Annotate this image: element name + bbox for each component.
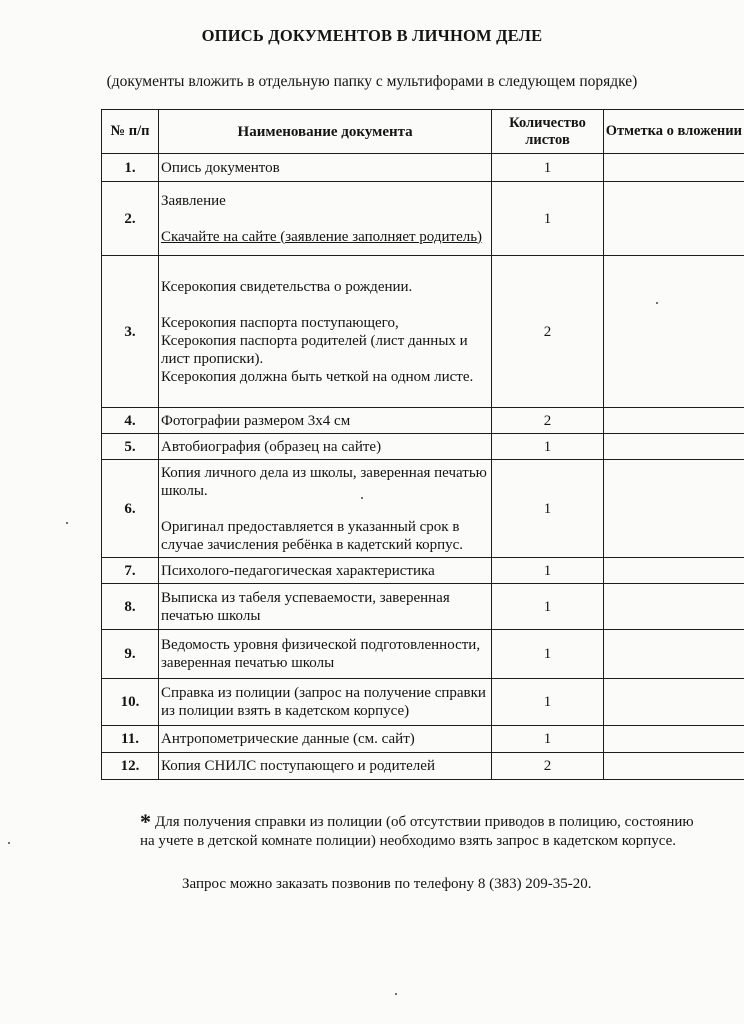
scan-speck <box>361 497 363 499</box>
row-number: 7. <box>102 558 159 584</box>
sheet-count: 2 <box>492 408 604 434</box>
footnote-phone-line: Запрос можно заказать позвонив по телефону 8 (383) 209-35-20. <box>182 876 592 892</box>
enclosure-mark-cell <box>603 154 744 182</box>
name-line: Ксерокопия свидетельства о рождении. <box>160 278 413 295</box>
table-row <box>102 584 744 630</box>
row-number: 6. <box>102 460 159 558</box>
download-link[interactable]: Скачайте на сайте (заявление заполняет родитель) <box>160 228 483 245</box>
document-name <box>158 630 491 679</box>
document-name <box>158 726 491 753</box>
line-spacer <box>161 296 489 314</box>
scan-speck <box>8 842 10 844</box>
sheet-count: 1 <box>492 460 604 558</box>
sheet-count: 1 <box>492 182 604 256</box>
table-row <box>102 753 744 780</box>
name-line: Оригинал предоставляется в указанный срок в случае зачисления ребёнка в кадетский корпус. <box>160 518 464 553</box>
table-row <box>102 154 744 182</box>
scan-speck <box>66 522 68 524</box>
enclosure-mark-cell <box>603 182 744 256</box>
row-number: 4. <box>102 408 159 434</box>
name-line: Выписка из табеля успеваемости, заверенная печатью школы <box>160 589 450 624</box>
sheet-count: 1 <box>492 584 604 630</box>
sheet-count: 1 <box>492 630 604 679</box>
document-title: ОПИСЬ ДОКУМЕНТОВ В ЛИЧНОМ ДЕЛЕ <box>201 26 543 45</box>
name-line: Копия СНИЛС поступающего и родителей <box>160 758 435 774</box>
table-row <box>102 460 744 558</box>
document-name <box>158 558 491 584</box>
enclosure-mark-cell <box>603 584 744 630</box>
row-number: 2. <box>102 182 159 256</box>
document-name <box>158 182 491 256</box>
enclosure-mark-cell <box>603 753 744 780</box>
header-enclosure-mark: Отметка о вложении <box>603 110 744 154</box>
document-name <box>158 408 491 434</box>
table-row <box>102 558 744 584</box>
name-line: Ксерокопия паспорта поступающего, <box>160 314 399 331</box>
enclosure-mark-cell <box>603 630 744 679</box>
name-line: Автобиография (образец на сайте) <box>160 438 382 455</box>
sheet-count: 1 <box>492 558 604 584</box>
table-row <box>102 679 744 726</box>
enclosure-mark-cell <box>603 460 744 558</box>
document-name <box>158 679 491 726</box>
enclosure-mark-cell <box>603 558 744 584</box>
enclosure-mark-cell <box>603 256 744 408</box>
scan-speck <box>656 302 658 304</box>
table-row <box>102 434 744 460</box>
document-name <box>158 154 491 182</box>
row-number: 1. <box>102 154 159 182</box>
document-name <box>158 584 491 630</box>
sheet-count: 1 <box>492 726 604 753</box>
document-subtitle: (документы вложить в отдельную папку с мультифорами в следующем порядке) <box>106 73 638 90</box>
sheet-count: 1 <box>492 434 604 460</box>
name-line: Ксерокопия паспорта родителей (лист данных и лист прописки). <box>160 332 468 367</box>
enclosure-mark-cell <box>603 408 744 434</box>
row-number: 12. <box>102 753 159 780</box>
enclosure-mark-cell <box>603 726 744 753</box>
name-line: Заявление <box>160 192 226 209</box>
header-number: № п/п <box>102 110 159 154</box>
row-number: 3. <box>102 256 159 408</box>
footnote-marker: * <box>140 809 151 834</box>
enclosure-mark-cell <box>603 679 744 726</box>
name-line: Справка из полиции (запрос на получение справки из полиции взять в кадетском корпусе) <box>160 685 486 719</box>
table-row <box>102 408 744 434</box>
name-line: Антропометрические данные (см. сайт) <box>160 731 415 747</box>
enclosure-mark-cell <box>603 434 744 460</box>
name-line: Психолого-педагогическая характеристика <box>160 562 435 579</box>
name-line: Ведомость уровня физической подготовленности, заверенная печатью школы <box>160 637 481 671</box>
table-row <box>102 630 744 679</box>
footnote <box>140 809 700 851</box>
row-number: 8. <box>102 584 159 630</box>
name-line: Копия личного дела из школы, заверенная печатью школы. <box>160 464 487 499</box>
sheet-count: 2 <box>492 256 604 408</box>
header-document-name: Наименование документа <box>158 110 491 154</box>
sheet-count: 2 <box>492 753 604 780</box>
scan-speck <box>395 993 397 995</box>
document-name <box>158 460 491 558</box>
line-spacer <box>161 210 489 228</box>
row-number: 9. <box>102 630 159 679</box>
document-name <box>158 753 491 780</box>
documents-table <box>101 109 744 780</box>
sheet-count: 1 <box>492 154 604 182</box>
document-name <box>158 256 491 408</box>
header-sheet-count: Количество листов <box>492 110 604 154</box>
row-number: 5. <box>102 434 159 460</box>
footnote-text: Для получения справки из полиции (об отсутствии приводов в полицию, состоянию на учете в детской комнате полиции) необходимо взять запрос в кадетском корпусе. <box>140 814 694 849</box>
table-row <box>102 726 744 753</box>
table-row <box>102 182 744 256</box>
line-spacer <box>161 500 489 518</box>
name-line: Опись документов <box>160 159 280 176</box>
row-number: 11. <box>102 726 159 753</box>
name-line: Ксерокопия должна быть четкой на одном листе. <box>160 368 474 385</box>
row-number: 10. <box>102 679 159 726</box>
document-name <box>158 434 491 460</box>
name-line: Фотографии размером 3х4 см <box>160 412 351 429</box>
table-row <box>102 256 744 408</box>
sheet-count: 1 <box>492 679 604 726</box>
